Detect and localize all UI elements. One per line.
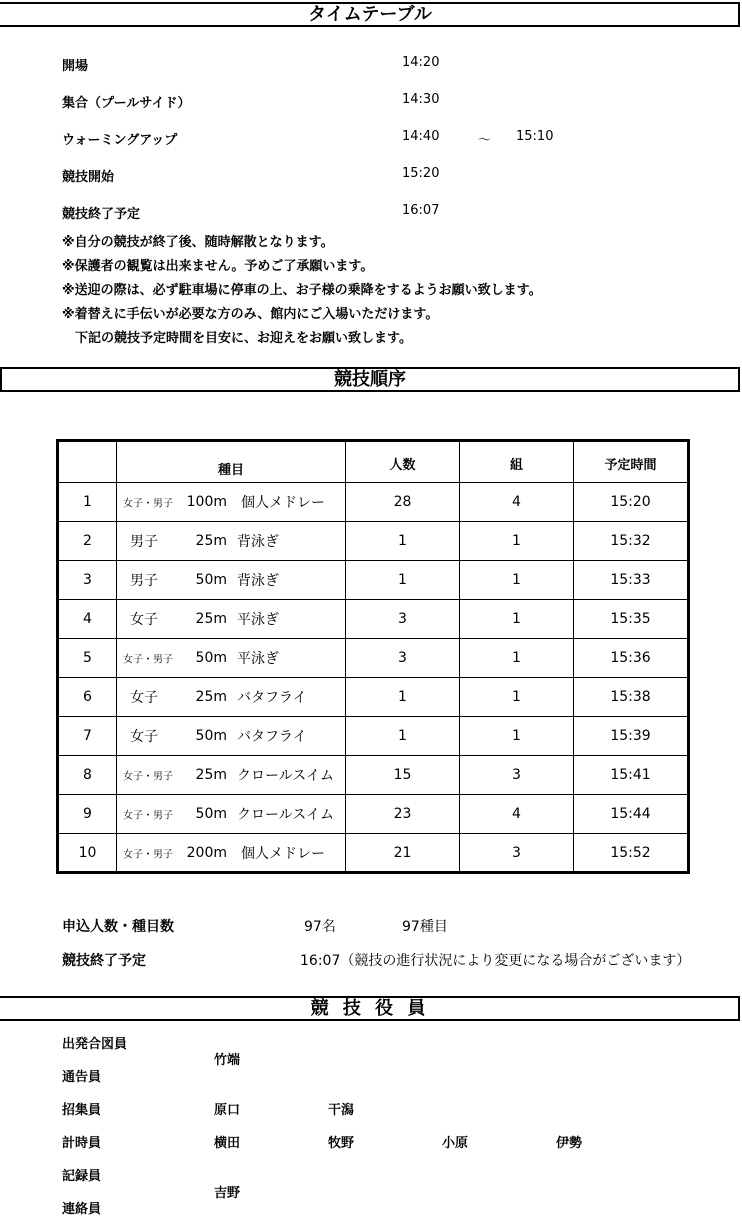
role-announcer: 通告員: [62, 1070, 102, 1085]
cell-no: 1: [58, 483, 117, 522]
order-title: 競技順序: [334, 369, 406, 390]
tt-time-gather: 14:30: [402, 92, 440, 107]
table-row: [58, 756, 689, 795]
cell-event: [117, 795, 346, 834]
cell-time: 15:39: [574, 717, 689, 756]
event-distance: 50m: [195, 650, 227, 666]
summary-entries-events: 97種目: [402, 919, 448, 935]
cell-event: [117, 639, 346, 678]
summary-entries-label: 申込人数・種目数: [62, 919, 174, 935]
header-count: 人数: [346, 441, 460, 483]
cell-no: 8: [58, 756, 117, 795]
event-gender: 女子・男子: [123, 771, 173, 783]
table-row: [58, 522, 689, 561]
event-distance: 25m: [195, 611, 227, 627]
cell-time: 15:41: [574, 756, 689, 795]
table-row: [58, 561, 689, 600]
event-gender: 男子: [130, 534, 158, 550]
event-distance: 25m: [195, 689, 227, 705]
summary-end-value: 16:07（競技の進行状況により変更になる場合がございます）: [300, 953, 691, 969]
event-distance: 50m: [195, 728, 227, 744]
cell-time: 15:33: [574, 561, 689, 600]
role-record: 記録員: [62, 1169, 102, 1184]
tt-time-open: 14:20: [402, 55, 440, 70]
cell-time: 15:38: [574, 678, 689, 717]
table-row: [58, 600, 689, 639]
cell-group: 4: [460, 795, 574, 834]
event-gender: 女子: [130, 729, 158, 745]
name-timer-3: 小原: [442, 1136, 469, 1151]
cell-no: 9: [58, 795, 117, 834]
cell-count: 21: [346, 834, 460, 873]
cell-event: [117, 834, 346, 873]
note-1: ※自分の競技が終了後、随時解散となります。: [62, 235, 334, 250]
header-no: [58, 441, 117, 483]
cell-group: 1: [460, 561, 574, 600]
tt-time-warmup: 14:40: [402, 129, 440, 144]
cell-event: [117, 717, 346, 756]
header-event: 種目: [117, 441, 346, 483]
note-2: ※保護者の観覧は出来ません。予めご了承願います。: [62, 259, 374, 274]
event-distance: 200m: [186, 844, 227, 861]
tt-label-warmup: ウォーミングアップ: [62, 133, 178, 148]
event-stroke: 背泳ぎ: [237, 534, 279, 550]
tt-tilde: ～: [478, 133, 492, 148]
cell-count: 3: [346, 639, 460, 678]
role-call: 招集員: [62, 1103, 102, 1118]
cell-group: 1: [460, 639, 574, 678]
cell-count: 15: [346, 756, 460, 795]
cell-group: 1: [460, 678, 574, 717]
officials-title: 競 技 役 員: [310, 998, 430, 1019]
cell-count: 1: [346, 561, 460, 600]
header-group: 組: [460, 441, 574, 483]
event-stroke: クロールスイム: [237, 768, 335, 784]
cell-time: 15:52: [574, 834, 689, 873]
cell-event: [117, 522, 346, 561]
name-timer-2: 牧野: [328, 1136, 355, 1151]
event-gender: 女子: [130, 690, 158, 706]
cell-count: 23: [346, 795, 460, 834]
table-row: [58, 834, 689, 873]
cell-count: 28: [346, 483, 460, 522]
cell-event: [117, 756, 346, 795]
cell-event: [117, 600, 346, 639]
table-body: [58, 483, 689, 873]
cell-no: 2: [58, 522, 117, 561]
event-stroke: 平泳ぎ: [237, 612, 279, 628]
tt-time-start: 15:20: [402, 166, 440, 181]
cell-no: 7: [58, 717, 117, 756]
tt-label-end: 競技終了予定: [62, 207, 141, 222]
name-starter-announcer: 竹端: [214, 1053, 241, 1068]
cell-count: 1: [346, 678, 460, 717]
event-stroke: バタフライ: [237, 729, 307, 745]
event-gender: 女子・男子: [123, 498, 173, 510]
table-row: [58, 717, 689, 756]
cell-no: 10: [58, 834, 117, 873]
table-row: [58, 678, 689, 717]
tt-label-gather: 集合（プールサイド）: [62, 96, 191, 111]
tt-label-start: 競技開始: [62, 170, 115, 185]
summary-entries-people: 97名: [304, 919, 336, 935]
event-stroke: 個人メドレー: [241, 495, 325, 511]
event-distance: 100m: [186, 494, 227, 510]
table-header-row: [58, 441, 689, 483]
cell-event: [117, 678, 346, 717]
role-starter: 出発合図員: [62, 1037, 128, 1052]
event-distance: 50m: [195, 806, 227, 822]
event-gender: 女子・男子: [123, 654, 173, 666]
event-stroke: バタフライ: [237, 690, 307, 706]
name-timer-1: 横田: [214, 1136, 241, 1151]
tt-label-open: 開場: [62, 59, 89, 74]
event-gender: 女子・男子: [123, 849, 173, 860]
cell-event: [117, 483, 346, 522]
name-call-2: 干潟: [328, 1103, 355, 1118]
event-stroke: 個人メドレー: [241, 845, 325, 862]
cell-count: 3: [346, 600, 460, 639]
event-gender: 女子・男子: [123, 810, 173, 822]
cell-time: 15:20: [574, 483, 689, 522]
summary-end-label: 競技終了予定: [62, 953, 146, 969]
cell-no: 6: [58, 678, 117, 717]
tt-time-end: 16:07: [402, 203, 440, 218]
cell-time: 15:35: [574, 600, 689, 639]
event-stroke: 背泳ぎ: [237, 573, 279, 589]
cell-group: 3: [460, 834, 574, 873]
cell-time: 15:44: [574, 795, 689, 834]
cell-group: 1: [460, 522, 574, 561]
cell-group: 4: [460, 483, 574, 522]
table-row: [58, 795, 689, 834]
cell-time: 15:36: [574, 639, 689, 678]
name-record-liaison: 吉野: [214, 1186, 241, 1201]
cell-no: 5: [58, 639, 117, 678]
cell-group: 1: [460, 600, 574, 639]
event-stroke: 平泳ぎ: [237, 651, 279, 667]
timetable-title: タイムテーブル: [308, 4, 432, 25]
name-timer-4: 伊勢: [556, 1136, 583, 1151]
cell-count: 1: [346, 522, 460, 561]
header-time: 予定時間: [574, 441, 689, 483]
event-distance: 50m: [195, 572, 227, 588]
event-distance: 25m: [195, 767, 227, 783]
name-call-1: 原口: [214, 1103, 241, 1118]
cell-no: 3: [58, 561, 117, 600]
cell-group: 1: [460, 717, 574, 756]
cell-no: 4: [58, 600, 117, 639]
event-gender: 女子: [130, 612, 158, 628]
table-row: [58, 483, 689, 522]
tt-time-warmup-end: 15:10: [516, 129, 554, 144]
cell-event: [117, 561, 346, 600]
cell-count: 1: [346, 717, 460, 756]
table-row: [58, 639, 689, 678]
cell-time: 15:32: [574, 522, 689, 561]
role-timer: 計時員: [62, 1136, 102, 1151]
event-distance: 25m: [195, 533, 227, 549]
role-liaison: 連絡員: [62, 1202, 102, 1217]
event-order-table: [56, 439, 690, 874]
event-stroke: クロールスイム: [237, 807, 335, 823]
cell-group: 3: [460, 756, 574, 795]
note-5: 下記の競技予定時間を目安に、お迎えをお願い致します。: [62, 331, 412, 346]
event-gender: 男子: [130, 573, 158, 589]
note-4: ※着替えに手伝いが必要な方のみ、館内にご入場いただけます。: [62, 307, 439, 322]
note-3: ※送迎の際は、必ず駐車場に停車の上、お子様の乗降をするようお願い致します。: [62, 283, 542, 298]
